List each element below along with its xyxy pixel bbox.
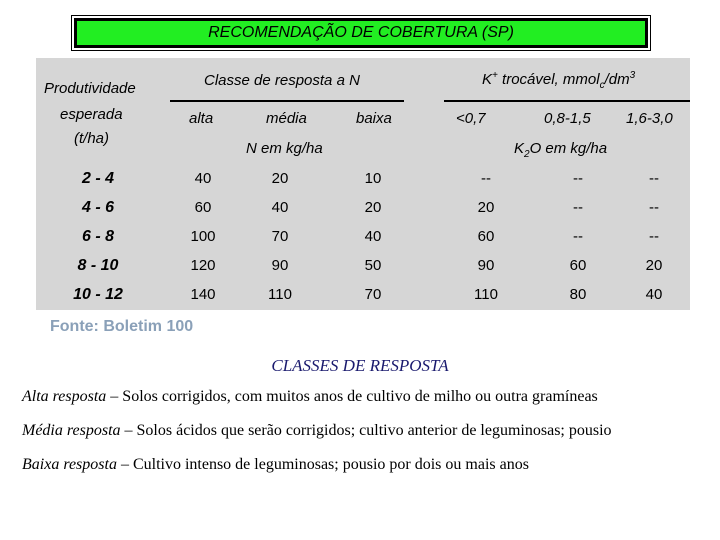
k-trocavel-text: trocável, mmol [497,71,600,88]
col-media: média [266,110,307,127]
table-cell: 140 [190,286,216,303]
table-cell: 40 [645,286,663,303]
k-symbol: K [482,71,493,88]
header-rule-n [170,100,404,102]
table-cell: -- [573,199,583,216]
k-plus-sup: + [492,70,498,81]
unit-n: N em kg/ha [246,140,323,157]
table-cell: 70 [271,228,289,245]
source-note: Fonte: Boletim 100 [50,318,194,335]
header-produtividade-line2: esperada [60,106,123,123]
table-cell: -- [649,199,659,216]
title-banner [74,18,648,48]
table-cell: 20 [477,199,495,216]
row-label: 6 - 8 [81,228,114,245]
definition-term: Baixa resposta [22,456,117,473]
definition-text: – Cultivo intenso de leguminosas; pousio por dois ou mais anos [116,456,529,473]
k-dm-text: /dm [604,71,630,88]
classes-heading: CLASSES DE RESPOSTA [271,356,449,375]
table-cell: 20 [364,199,382,216]
table-cell: -- [481,170,491,187]
col-baixa: baixa [356,110,392,127]
col-k-high: 1,6-3,0 [626,110,673,127]
k-unit-c-sub: c [599,80,605,91]
definition-item [22,388,598,406]
table-cell: 90 [477,257,495,274]
table-cell: 20 [645,257,663,274]
recommendation-table [36,58,690,310]
row-label: 2 - 4 [81,170,114,187]
row-label: 8 - 10 [77,257,119,274]
table-cell: 50 [364,257,382,274]
definition-text: – Solos corrigidos, com muitos anos de cultivo de milho ou outra gramíneas [106,388,598,405]
table-cell: 60 [569,257,587,274]
table-cell: 110 [474,286,498,303]
table-cell: 40 [364,228,382,245]
table-cell: 90 [271,257,289,274]
definition-item [22,422,612,440]
col-k-low: <0,7 [456,110,486,127]
table-cell: 20 [271,170,289,187]
col-alta: alta [189,110,214,127]
k-dm-sup: 3 [629,70,636,81]
unit-k2o-sub: 2 [524,149,530,160]
page-title: RECOMENDAÇÃO DE COBERTURA (SP) [208,24,514,41]
table-cell: -- [573,228,583,245]
definition-item [22,456,529,474]
definition-term: Média resposta [22,422,121,439]
header-produtividade-line1: Produtividade [44,80,136,97]
definition-term: Alta resposta [22,388,107,405]
row-label: 10 - 12 [73,286,123,303]
header-rule-k [444,100,690,102]
table-cell: -- [649,170,659,187]
table-cell: 40 [194,170,212,187]
row-label: 4 - 6 [81,199,114,216]
table-cell: 80 [569,286,587,303]
header-produtividade-line3: (t/ha) [74,130,110,147]
unit-k2o-k: K [514,140,525,157]
header-k-trocavel [482,70,635,91]
unit-k2o-text: O em kg/ha [529,140,608,157]
table-cell: 10 [364,170,382,187]
table-cell: 100 [190,228,216,245]
col-k-mid: 0,8-1,5 [544,110,591,127]
table-cell: 110 [268,286,292,303]
table-cell: -- [649,228,659,245]
header-classe-n: Classe de resposta a N [204,72,360,89]
unit-k2o [514,140,607,160]
table-cell: 60 [477,228,495,245]
table-cell: -- [573,170,583,187]
definition-text: – Solos ácidos que serão corrigidos; cultivo anterior de leguminosas; pousio [120,422,612,439]
table-cell: 70 [364,286,382,303]
table-cell: 40 [271,199,289,216]
table-cell: 120 [190,257,216,274]
table-cell: 60 [194,199,212,216]
